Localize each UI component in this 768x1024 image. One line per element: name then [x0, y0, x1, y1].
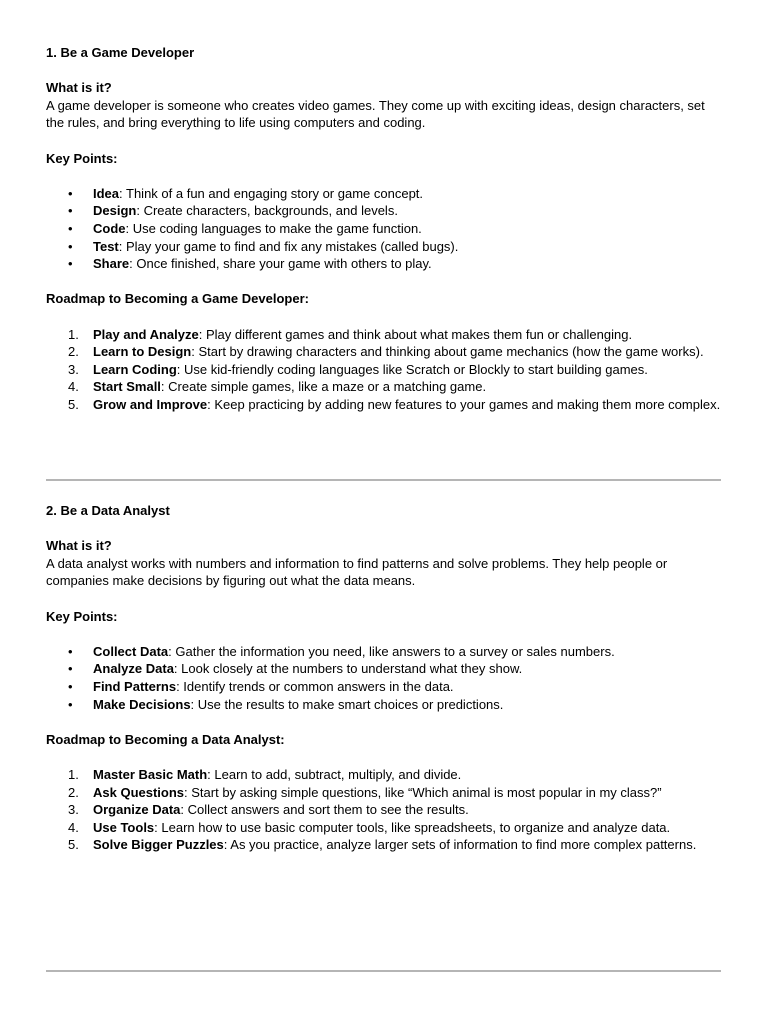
item-term: Code: [93, 220, 126, 236]
list-item: [46, 696, 726, 714]
item-text: : Gather the information you need, like answers to a survey or sales numbers.: [168, 643, 615, 659]
item-term: Play and Analyze: [93, 326, 199, 342]
item-term: Learn to Design: [93, 344, 192, 360]
key-points-list: [46, 643, 726, 713]
item-text: : As you practice, analyze larger sets of information to find more complex patterns.: [223, 837, 697, 853]
item-text: : Create simple games, like a maze or a matching game.: [160, 379, 487, 395]
item-text: : Think of a fun and engaging story or game concept.: [119, 185, 424, 201]
item-text: : Learn how to use basic computer tools, like spreadsheets, to organize and analyze data.: [154, 819, 671, 835]
item-text: : Use kid-friendly coding languages like Scratch or Blockly to start building games.: [176, 361, 648, 377]
list-item: [46, 361, 726, 379]
item-term: Find Patterns: [93, 678, 177, 694]
item-text: : Start by drawing characters and thinking about game mechanics (how the game works).: [191, 344, 704, 360]
list-item: [46, 784, 726, 802]
list-item: [46, 801, 726, 819]
item-term: Test: [93, 238, 119, 254]
item-number: 3.: [68, 802, 79, 818]
roadmap-list: [46, 326, 726, 414]
item-text: : Use coding languages to make the game function.: [125, 220, 422, 236]
bullet-icon: •: [68, 696, 73, 712]
list-item: [46, 185, 726, 203]
roadmap-list: [46, 766, 726, 854]
section-game-developer: [46, 44, 726, 431]
roadmap-label: Roadmap to Becoming a Game Developer:: [46, 291, 309, 307]
item-term: Share: [93, 256, 130, 272]
item-term: Learn Coding: [93, 361, 177, 377]
item-number: 4.: [68, 819, 79, 835]
bullet-icon: •: [68, 220, 73, 236]
item-term: Analyze Data: [93, 661, 174, 677]
item-term: Start Small: [93, 379, 161, 395]
section-data-analyst: [46, 502, 726, 871]
what-is-it-text: A game developer is someone who creates video games. They come up with exciting ideas, design characters, set the rules, and bring everything to life using computers and coding.: [46, 97, 705, 131]
list-item: [46, 238, 726, 256]
item-text: : Once finished, share your game with others to play.: [129, 256, 432, 272]
list-item: [46, 343, 726, 361]
list-item: [46, 396, 726, 414]
item-number: 5.: [68, 837, 79, 853]
item-term: Use Tools: [93, 819, 155, 835]
item-term: Design: [93, 203, 137, 219]
bullet-icon: •: [68, 238, 73, 254]
item-number: 5.: [68, 396, 79, 412]
item-number: 1.: [68, 326, 79, 342]
bullet-icon: •: [68, 678, 73, 694]
item-text: : Start by asking simple questions, like “Which animal is most popular in my class?”: [184, 784, 662, 800]
item-number: 3.: [68, 361, 79, 377]
item-text: : Collect answers and sort them to see the results.: [180, 802, 469, 818]
item-number: 2.: [68, 784, 79, 800]
page-bottom-divider: [46, 970, 721, 972]
item-term: Master Basic Math: [93, 766, 208, 782]
key-points-label: Key Points:: [46, 608, 118, 624]
item-text: : Identify trends or common answers in the data.: [176, 678, 454, 694]
what-is-it-label: What is it?: [46, 80, 112, 96]
list-item: [46, 660, 726, 678]
item-text: : Learn to add, subtract, multiply, and divide.: [207, 766, 462, 782]
item-text: : Play your game to find and fix any mistakes (called bugs).: [118, 238, 459, 254]
list-item: [46, 326, 726, 344]
item-number: 1.: [68, 766, 79, 782]
item-term: Collect Data: [93, 643, 169, 659]
item-term: Ask Questions: [93, 784, 185, 800]
item-term: Make Decisions: [93, 696, 191, 712]
list-item: [46, 220, 726, 238]
bullet-icon: •: [68, 185, 73, 201]
what-is-it-text: A data analyst works with numbers and information to find patterns and solve problems. They help people or companies make decisions by figuring out what the data means.: [46, 555, 668, 589]
item-text: : Create characters, backgrounds, and levels.: [136, 203, 398, 219]
list-item: [46, 643, 726, 661]
list-item: [46, 378, 726, 396]
list-item: [46, 202, 726, 220]
section-divider: [46, 479, 721, 481]
list-item: [46, 255, 726, 273]
item-term: Solve Bigger Puzzles: [93, 837, 224, 853]
bullet-icon: •: [68, 256, 73, 272]
roadmap-label: Roadmap to Becoming a Data Analyst:: [46, 731, 285, 747]
item-text: : Play different games and think about what makes them fun or challenging.: [198, 326, 633, 342]
item-number: 4.: [68, 379, 79, 395]
section-title: 2. Be a Data Analyst: [46, 503, 170, 518]
list-item: [46, 836, 726, 854]
item-number: 2.: [68, 344, 79, 360]
item-text: : Keep practicing by adding new features to your games and making them more complex.: [207, 396, 721, 412]
section-title: 1. Be a Game Developer: [46, 45, 195, 60]
item-text: : Use the results to make smart choices or predictions.: [190, 696, 504, 712]
what-is-it-label: What is it?: [46, 538, 112, 554]
list-item: [46, 766, 726, 784]
item-term: Idea: [93, 185, 120, 201]
bullet-icon: •: [68, 643, 73, 659]
item-text: : Look closely at the numbers to understand what they show.: [173, 661, 523, 677]
item-term: Organize Data: [93, 802, 181, 818]
key-points-label: Key Points:: [46, 150, 118, 166]
list-item: [46, 678, 726, 696]
item-term: Grow and Improve: [93, 396, 208, 412]
list-item: [46, 819, 726, 837]
bullet-icon: •: [68, 203, 73, 219]
key-points-list: [46, 185, 726, 273]
bullet-icon: •: [68, 661, 73, 677]
